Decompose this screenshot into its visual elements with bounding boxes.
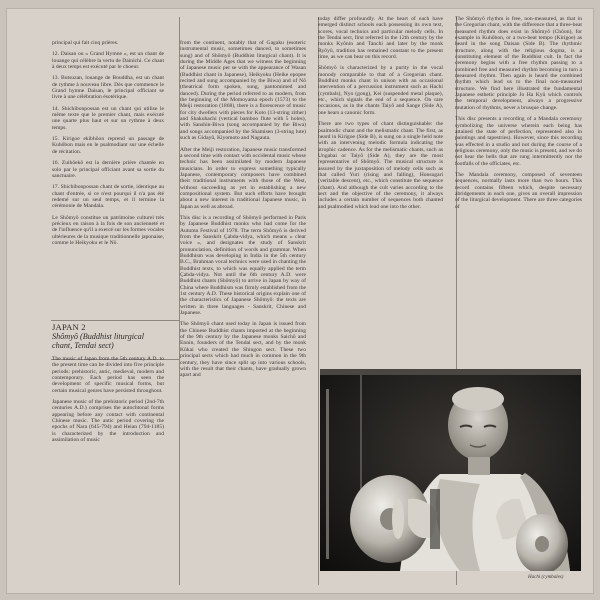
heading-rule-top — [51, 320, 179, 321]
paragraph: The music of Japan from the 5th century A.D. to the present time can be divided into five principle periods: prehistoric, antic, medieval, modern and contemporary. Each period has seen the development of specific musical forms, but certain musical genres have persisted throughout. — [52, 356, 164, 394]
paragraph: This disc presents a recording of a Mandala ceremony symbolizing the universe wherein each being has attained the state of perfection, represented also in paintings and tapestries). However, since this recording was effected in a studio and not during the course of a religious ceremony, only the music is present, and we do not hear the bells that are rung intermittently nor the footfalls of the officiates, etc. — [455, 116, 582, 167]
paragraph: 14. Shichibonpossan est un chant qui utilise le même texte que le premier chant, mais exécuté une quarte plus haut et sur un rythme à deux temps. — [52, 105, 164, 131]
column-rhythm-ceremony — [455, 16, 582, 215]
paragraph: After the Meiji restoration, Japanese music transformed a second time with contact with occidental music whose technic has been assimilated by modern Japanese musicians. In order to express something typically Japanese, contemporary composers have combined their traditional instruments with those of the West, without succeeding as yet in establishing a new compositional system. But such efforts have brought about a new interest in traditional Japanese music, in Japan as well as abroad. — [180, 146, 306, 210]
column-english-intro — [52, 356, 164, 448]
paragraph: There are two types of chant distinguishable: the psalmodic chant and the melismatic chant. The first, as heard in Kirigoe (Side B), is sung on a single held note with an intervening melodic formula indicating the strophic cadence. As for the melismatic chants, such as Ungabai or Taiyô (Side A), they are the most representative of Shômyô. The musical structure is assured by the juxtaposition of melody cells such as that called Yuri (rising and falling), Honsugari (veritable descent), etc., which constitute the sequence (chant). And although the cult varies according to the sect and the objective of the ceremony, it always includes a certain number of sequences both chanted and psalmodied which lead one into the other. — [318, 121, 443, 210]
paragraph: 13. Butsuzan, louange de Bouddha, est un chant de rythme à nouveau libre. Dès que commence le Grand hymne Daisan, le principal officiant se livre à une célébration ésotérique. — [52, 75, 164, 101]
column-french-track-notes — [52, 40, 164, 251]
paragraph: 16. Zuihôekô est la dernière prière chantée en solo par le principal officiant avant sa sortie du sanctuaire. — [52, 160, 164, 179]
column-history — [180, 40, 306, 384]
paragraph: This disc is a recording of Shômyô performed in Paris by Japanese Buddhist monks who had come for the Autumn Festival of 1978. The term Shômyô is derived from the Sanskrit Çabda-vidya, which means « clear voice », and designates the study of Sanskrit pronunciation, definition of words and grammar. When Buddhism was developing in India in the 5th century B.C., Brahman vocal technics were used in chanting the Buddhist texts, to which was equally applied the term Çabda-vidya. Not until the 6th century A.D. were Buddhist chants (Shômyô) to arrive in Japan by way of China where Buddhism was firmly established from the 1st century A.D. These historical origins explain one of the characteristics of Japanese Shômyô: the texts are written in three languages - Sanskrit, Chinese and Japanese. — [180, 214, 306, 317]
column-chant-types — [318, 16, 443, 215]
paragraph: Le Shômyô constitue un patrimoine culturel très précieux en raison à la fois de son ancienneté et de l'influence qu'il a exercé sur les formes vocales ultérieures de la musique traditionnelle japonaise, comme le Heikyoku et le Nô. — [52, 214, 164, 246]
paragraph: The Mandala ceremony, composed of seventeen sequences, normally lasts more than two hours. This record contains fifteen which, despite necessary abridgements in each one, gives an overall impression of the liturgical development. There are three categories of — [455, 171, 582, 210]
section-heading — [52, 323, 164, 350]
monk-with-cymbals-photo — [320, 369, 581, 571]
paragraph: from the continent, notably that of Gagaku (esoteric instrumental music, sometimes danced, to sometimes sung) and of Shômyô (Buddhist liturgical chant). It is during the Middle Ages that we witness the beginning of Japanese music per se with the appearance of Wasan (Buddhist chant in Japanese), Heikyoku (Heike epopee recited and sung accompanied by the Biwa) and of Nô (theatrical form spoken, sung, pantomimed and danced). During the period referred to as modern, from the beginning of the Momoyama epoch (1573) to the Meiji restoration (1868), there is a florescence of music for city dwellers with pieces for Koto (13-string zither) and Shakuhachi (vertical bamboo flute with 5 holes), with Sanshin-Biwa (song accompanied by the Biwa) and songs accompanied by the Shamisen (3-string lute) such as Gidayû, Kiyomoto and Nagauta. — [180, 40, 306, 142]
paragraph: 15. Kirigoe ekibhôon reprend un passage de Kuhôbon mais en le psalmodiant sur une échelle de récitation. — [52, 136, 164, 155]
paragraph: Japanese music of the prehistoric period (2nd-7th centuries A.D.) comprises the autochtonal forms appearing before any contact with continental Chinese music. The antic period covering the epochs of Nara (645-794) and Heian (794-1185) is characterized by the introduction and assimilation of music — [52, 399, 164, 444]
paragraph: principal qui fait cinq prières. — [52, 40, 119, 46]
heading-subtitle: Shômyô (Buddhist liturgical chant, Tendai sect) — [52, 332, 145, 350]
paragraph: 17. Shichibonpossan chant de sortie, identique au chant d'entrée, si ce n'est pourqui il n'a pas été redemé sur un seul temps, et il termine la cérémonie de Mandala. — [52, 184, 164, 210]
paragraph: today differ profoundly. At the heart of each have emerged distinct schools each possessing its own text, scores, vocal technics and particular melody cells. In the Tendai sect, first referred in the 12th century by the monks Kyônin and Tanchi and later by the monk Ryôyû, tradition has remained constant to the present time, as we can hear on this record. — [318, 16, 443, 61]
paragraph: 12. Daisan ou « Grand Hymne », est un chant de louange qui célèbre la vertu de Dainichi. Ce chant à deux temps est exécuté par le choeur. — [52, 51, 164, 71]
paragraph: The Shômyô rhythm is free, non-measured, as that in the Gregorian chant, with the difference that a three-beat measured rhythm does exist in Shômyô (Chôon), for example in Kuhôbon, or a two-beat tempo (Kirigoe) as heard in the song Daisan (Side B). The rhythmic structure, along with the religious dogma, is a constituting element of the Buddhist cult. In fact the ceremony begins with a free rhythm passing to a combined free and measured rhythm becoming in turn a measured rhythm. Then again is heard the combined rhythm which lead us to the final non-measured structure. We find here illustrated the fundamental Japanese esthetic principle Jo Ha Kyû which controls the temporal development, always a progressive mutation of rhythms, never a brusque change. — [455, 16, 582, 111]
heading-title: JAPAN 2 — [52, 322, 86, 332]
photo-illustration — [320, 369, 581, 571]
paragraph: The Shômyô chant used today in Japan is issued from the Chinese Buddhist chants imported at the beginning of the 9th century by the Japanese monks Saichô and Ennin, founders of the Tendai sect, and by the monk Kûkai who created the Shingon sect. These two principal sects which had much in common in the 9th century, they have since split up into various schools, with the result that their chants, have gradually grown apart and — [180, 321, 306, 379]
photo-caption: Hachi (cymbales) — [528, 575, 564, 580]
paragraph: Shômyô is characterized by a purity in the vocal monody comparable to that of a Gregorian chant. Buddhist monks chant in unison with an occasional intervention of a percussion instrument such as Hachi (cymbals), Nyo (gong), Kei (suspended metal plaque), etc., which signals the end of a sequence. On rare occasions, as in the chants Taiyô and Sange (Side A), one hears a canonic form. — [318, 65, 443, 116]
